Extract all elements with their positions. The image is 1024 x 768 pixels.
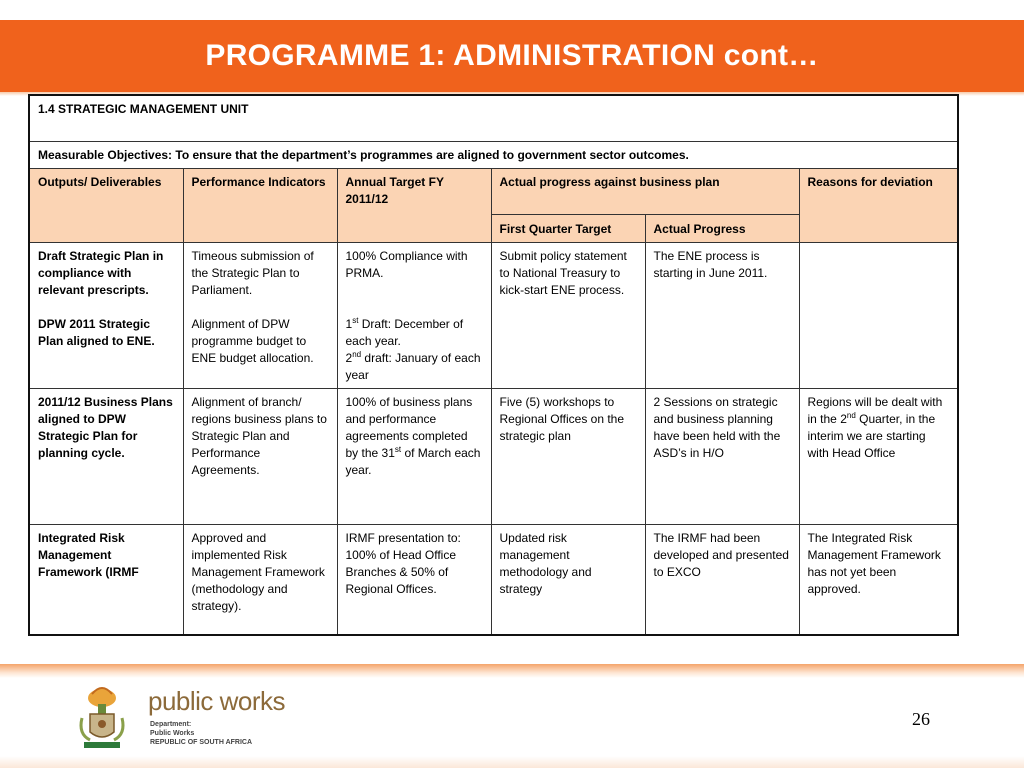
header-reasons: Reasons for deviation (799, 169, 958, 243)
cell-indicators: Approved and implemented Risk Management Framework (methodology and strategy). (183, 525, 337, 636)
cell-outputs: 2011/12 Business Plans aligned to DPW Strategic Plan for planning cycle. (29, 389, 183, 525)
brand-sub-line: REPUBLIC OF SOUTH AFRICA (150, 739, 253, 746)
cell-reasons (799, 243, 958, 389)
footer-divider (0, 664, 1024, 678)
header-indicators: Performance Indicators (183, 169, 337, 243)
ordinal-number: 1 (345, 317, 353, 331)
cell-indicators (183, 243, 337, 389)
ordinal-suffix: st (394, 445, 402, 454)
spacer (346, 299, 483, 316)
table-row (29, 389, 958, 525)
measurable-objectives: Measurable Objectives: To ensure that the department’s programmes are aligned to government sector outcomes. (29, 142, 958, 169)
header-first-quarter: First Quarter Target (491, 215, 645, 243)
cell-reasons (799, 389, 958, 525)
cell-outputs: Integrated Risk Management Framework (IRMF (29, 525, 183, 636)
spacer (192, 299, 329, 316)
cell-actual: The IRMF had been developed and presented to EXCO (645, 525, 799, 636)
indicators-text: Timeous submission of the Strategic Plan to Parliament. (191, 249, 314, 297)
outputs-text: Draft Strategic Plan in compliance with relevant prescripts. (38, 249, 164, 297)
header-actual-progress: Actual Progress (645, 215, 799, 243)
reasons-text: Regions will be dealt with in the 2 (807, 395, 943, 426)
slide-title: PROGRAMME 1: ADMINISTRATION cont… (205, 39, 819, 72)
target-draft-2 (346, 351, 481, 382)
table-row (29, 525, 958, 636)
target-draft-1 (346, 317, 464, 348)
draft-text: Draft: December of each year. (345, 317, 464, 348)
draft-text: draft: January of each year (345, 351, 481, 382)
unit-title: 1.4 STRATEGIC MANAGEMENT UNIT (29, 95, 958, 142)
table-row (29, 243, 958, 389)
cell-target (337, 243, 491, 389)
department-logo (72, 684, 292, 754)
cell-outputs (29, 243, 183, 389)
target-text: 100% of business plans and performance agreements completed by the 31 (345, 395, 473, 460)
header-target: Annual Target FY 2011/12 (337, 169, 491, 243)
cell-indicators: Alignment of branch/ regions business plans to Strategic Plan and Performance Agreements. (183, 389, 337, 525)
outputs-text: DPW 2011 Strategic Plan aligned to ENE. (38, 317, 155, 348)
cell-actual: 2 Sessions on strategic and business planning have been held with the ASD’s in H/O (645, 389, 799, 525)
header-row (29, 169, 958, 215)
page-number: 26 (912, 709, 930, 729)
cell-actual: The ENE process is starting in June 2011. (645, 243, 799, 389)
cell-first-quarter: Submit policy statement to National Treasury to kick-start ENE process. (491, 243, 645, 389)
ordinal-suffix: st (352, 316, 359, 325)
header-outputs: Outputs/ Deliverables (29, 169, 183, 243)
brand-name: public works (148, 686, 286, 716)
cell-target: IRMF presentation to: 100% of Head Office Branches & 50% of Regional Offices. (337, 525, 491, 636)
title-bar (0, 20, 1024, 92)
ordinal-suffix: nd (352, 350, 362, 359)
brand-sub-line: Public Works (150, 730, 195, 737)
unit-row (29, 95, 958, 142)
spacer (38, 299, 175, 316)
brand-sub-line: Department: (150, 721, 192, 728)
target-text: 100% Compliance with PRMA. (345, 249, 468, 280)
ordinal-number: 2 (345, 351, 353, 365)
cell-reasons: The Integrated Risk Management Framework has not yet been approved. (799, 525, 958, 636)
spacer (346, 282, 483, 299)
ordinal-suffix: nd (846, 411, 856, 420)
south-africa-coat-of-arms-icon (72, 684, 132, 750)
cell-first-quarter: Updated risk management methodology and strategy (491, 525, 645, 636)
indicators-text: Alignment of DPW programme budget to ENE budget allocation. (191, 317, 314, 365)
cell-target (337, 389, 491, 525)
header-actual-progress-plan: Actual progress against business plan (491, 169, 799, 215)
reasons-text: Quarter, in the interim we are starting with Head Office (807, 412, 936, 460)
target-text: of March each year. (345, 446, 481, 477)
objectives-row (29, 142, 958, 169)
cell-first-quarter: Five (5) workshops to Regional Offices on the strategic plan (491, 389, 645, 525)
progress-table (28, 94, 959, 636)
brand-subtitle (150, 720, 290, 747)
footer-bottom-band (0, 756, 1024, 768)
